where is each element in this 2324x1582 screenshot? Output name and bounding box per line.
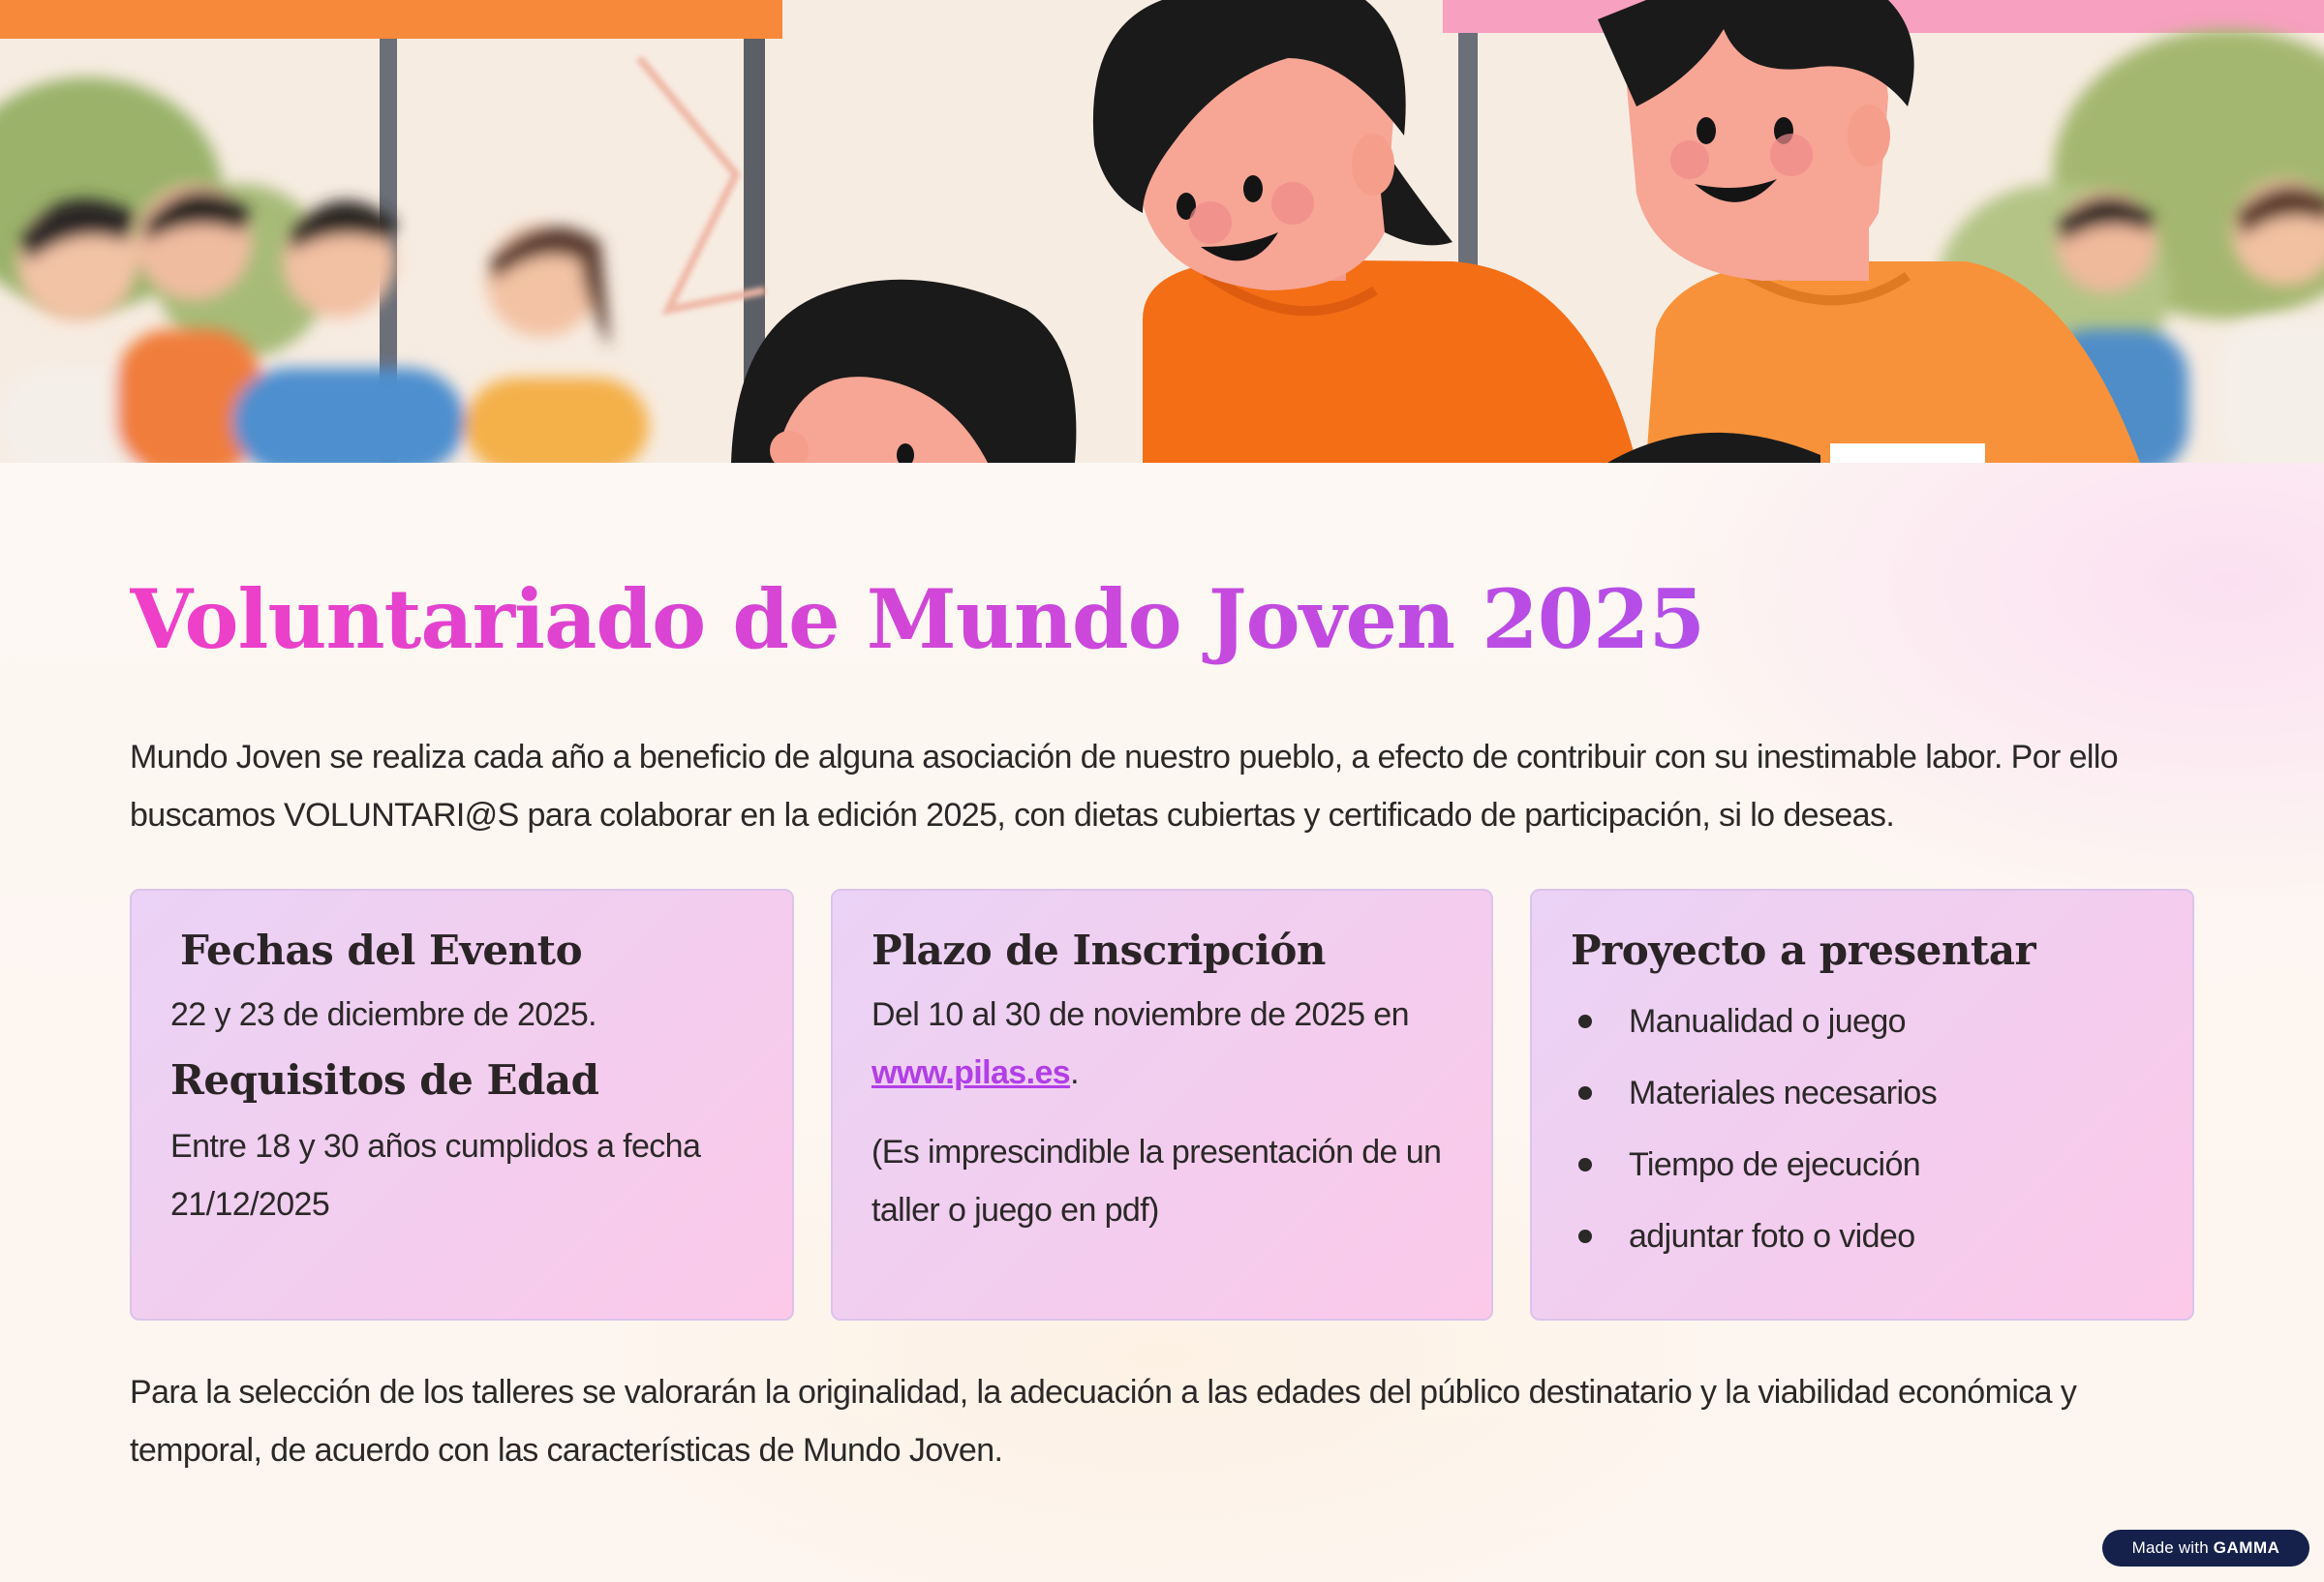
list-item-label: adjuntar foto o video (1629, 1218, 1915, 1255)
list-item (1571, 986, 2154, 1057)
intro-paragraph: Mundo Joven se realiza cada año a beneficio de alguna asociación de nuestro pueblo, a efecto de contribuir con su inestimable labor. Por ello buscamos VOLUNTARI@S para colaborar en la edición 2025, con dietas cubiertas y certificado de participación, si lo deseas. (130, 739, 2119, 834)
bullet-icon (1578, 1230, 1592, 1243)
bullet-icon (1578, 1086, 1592, 1100)
bullet-icon (1578, 1015, 1592, 1028)
project-card (1530, 889, 2194, 1321)
age-requirements-text: Entre 18 y 30 años cumplidos a fecha 21/12/2025 (170, 1128, 701, 1223)
event-dates-card (130, 889, 794, 1321)
list-item-label: Manualidad o juego (1629, 1003, 1906, 1040)
closing-paragraph: Para la selección de los talleres se valorarán la originalidad, la adecuación a las edades del público destinatario y la viabilidad económica y temporal, de acuerdo con las características de Mundo Joven. (130, 1374, 2077, 1469)
project-list (1571, 986, 2154, 1272)
registration-text (872, 986, 1452, 1102)
bullet-icon (1578, 1158, 1592, 1171)
registration-period: . (1070, 1054, 1079, 1091)
list-item-label: Tiempo de ejecución (1629, 1146, 1921, 1183)
registration-card (831, 889, 1493, 1321)
list-item (1571, 1129, 2154, 1201)
gamma-logo: GAMMA (2213, 1538, 2280, 1557)
pilas-link[interactable]: www.pilas.es (872, 1054, 1071, 1091)
event-dates-text: 22 y 23 de diciembre de 2025. (170, 996, 597, 1033)
list-item (1571, 1201, 2154, 1272)
registration-note: (Es imprescindible la presentación de un taller o juego en pdf) (872, 1134, 1442, 1229)
made-with-gamma-badge[interactable] (2102, 1530, 2309, 1567)
event-dates-heading: Fechas del Evento (180, 927, 583, 974)
badge-prefix: Made with (2131, 1538, 2209, 1557)
age-requirements-heading: Requisitos de Edad (170, 1056, 599, 1104)
page-title: Voluntariado de Mundo Joven 2025 (130, 569, 1704, 670)
project-heading: Proyecto a presentar (1571, 927, 2036, 974)
list-item-label: Materiales necesarios (1629, 1075, 1938, 1111)
hero-illustration (0, 0, 2324, 463)
registration-heading: Plazo de Inscripción (872, 927, 1326, 974)
list-item (1571, 1057, 2154, 1129)
registration-dates: Del 10 al 30 de noviembre de 2025 en (872, 996, 1409, 1033)
